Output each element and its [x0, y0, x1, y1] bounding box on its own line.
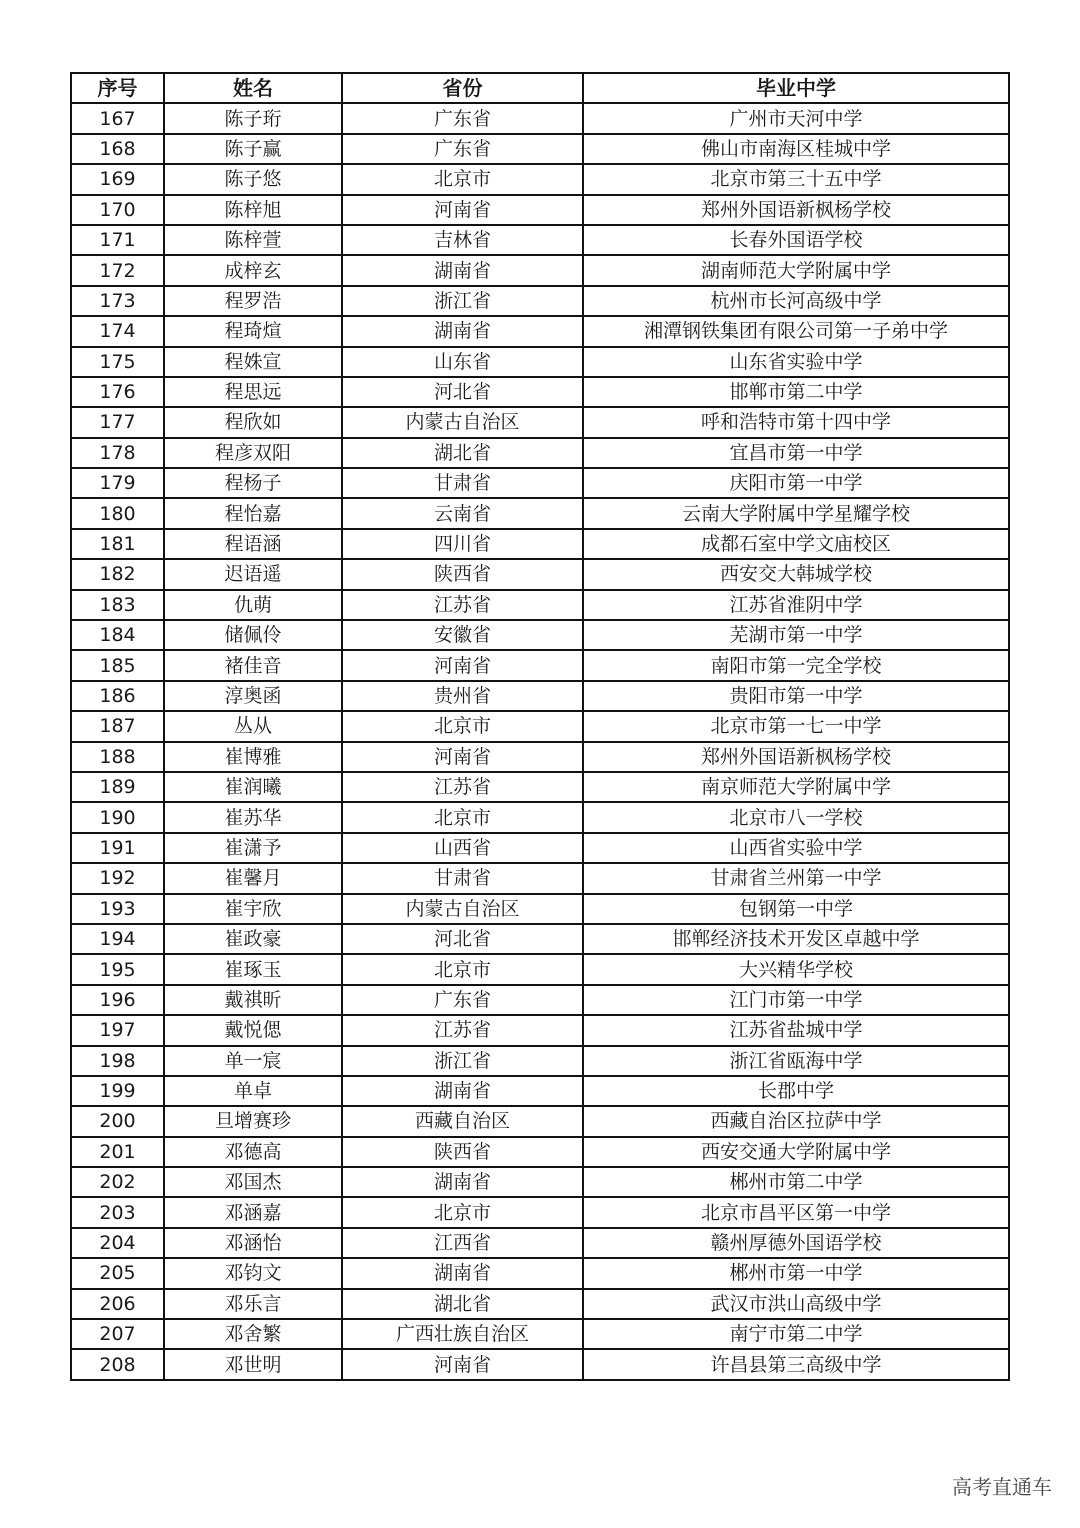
cell-name: 程语涵 [164, 529, 342, 559]
cell-school: 西安交通大学附属中学 [583, 1137, 1009, 1167]
table-row [71, 742, 1009, 772]
header-row [71, 73, 1009, 103]
cell-province: 安徽省 [342, 620, 583, 650]
cell-name: 成梓玄 [164, 255, 342, 285]
cell-school: 许昌县第三高级中学 [583, 1349, 1009, 1379]
cell-index: 181 [71, 529, 164, 559]
table-row [71, 1289, 1009, 1319]
cell-index: 186 [71, 681, 164, 711]
cell-province: 内蒙古自治区 [342, 407, 583, 437]
cell-name: 程姝宣 [164, 347, 342, 377]
cell-index: 171 [71, 225, 164, 255]
cell-index: 203 [71, 1197, 164, 1227]
cell-school: 庆阳市第一中学 [583, 468, 1009, 498]
cell-school: 长郡中学 [583, 1076, 1009, 1106]
table-row [71, 894, 1009, 924]
cell-school: 北京市第三十五中学 [583, 164, 1009, 194]
header-school: 毕业中学 [583, 73, 1009, 103]
table-row [71, 286, 1009, 316]
cell-index: 182 [71, 559, 164, 589]
cell-province: 浙江省 [342, 286, 583, 316]
table-row [71, 559, 1009, 589]
cell-name: 崔宇欣 [164, 894, 342, 924]
student-table [70, 72, 1010, 1381]
cell-index: 189 [71, 772, 164, 802]
header-province: 省份 [342, 73, 583, 103]
cell-school: 江苏省盐城中学 [583, 1015, 1009, 1045]
cell-province: 西藏自治区 [342, 1106, 583, 1136]
cell-index: 185 [71, 650, 164, 680]
cell-index: 187 [71, 711, 164, 741]
cell-index: 197 [71, 1015, 164, 1045]
table-row [71, 1015, 1009, 1045]
cell-index: 204 [71, 1228, 164, 1258]
table-row [71, 498, 1009, 528]
table-row [71, 620, 1009, 650]
cell-province: 河南省 [342, 650, 583, 680]
cell-index: 179 [71, 468, 164, 498]
cell-name: 丛从 [164, 711, 342, 741]
cell-name: 褚佳音 [164, 650, 342, 680]
cell-index: 178 [71, 438, 164, 468]
table-row [71, 468, 1009, 498]
cell-school: 浙江省瓯海中学 [583, 1046, 1009, 1076]
cell-province: 江西省 [342, 1228, 583, 1258]
cell-index: 192 [71, 863, 164, 893]
table-row [71, 438, 1009, 468]
cell-name: 迟语遥 [164, 559, 342, 589]
cell-school: 西藏自治区拉萨中学 [583, 1106, 1009, 1136]
cell-province: 江苏省 [342, 590, 583, 620]
cell-index: 205 [71, 1258, 164, 1288]
cell-school: 郴州市第二中学 [583, 1167, 1009, 1197]
cell-name: 邓涵怡 [164, 1228, 342, 1258]
cell-school: 南京师范大学附属中学 [583, 772, 1009, 802]
cell-name: 邓钧文 [164, 1258, 342, 1288]
cell-name: 邓世明 [164, 1349, 342, 1379]
cell-school: 西安交大韩城学校 [583, 559, 1009, 589]
table-row [71, 1349, 1009, 1379]
table-row [71, 802, 1009, 832]
table-row [71, 1228, 1009, 1258]
cell-school: 北京市八一学校 [583, 802, 1009, 832]
cell-index: 168 [71, 134, 164, 164]
table-row [71, 1046, 1009, 1076]
cell-province: 湖南省 [342, 316, 583, 346]
cell-index: 198 [71, 1046, 164, 1076]
cell-school: 邯郸市第二中学 [583, 377, 1009, 407]
table-row [71, 1106, 1009, 1136]
table-row [71, 255, 1009, 285]
cell-index: 208 [71, 1349, 164, 1379]
cell-name: 崔润曦 [164, 772, 342, 802]
cell-school: 贵阳市第一中学 [583, 681, 1009, 711]
table-row [71, 134, 1009, 164]
cell-index: 177 [71, 407, 164, 437]
table-row [71, 407, 1009, 437]
cell-index: 207 [71, 1319, 164, 1349]
cell-name: 崔博雅 [164, 742, 342, 772]
cell-name: 陈梓旭 [164, 195, 342, 225]
table-row [71, 711, 1009, 741]
table-row [71, 164, 1009, 194]
cell-province: 湖南省 [342, 255, 583, 285]
cell-index: 184 [71, 620, 164, 650]
cell-name: 程彦双阳 [164, 438, 342, 468]
cell-school: 南阳市第一完全学校 [583, 650, 1009, 680]
cell-school: 广州市天河中学 [583, 103, 1009, 133]
cell-school: 北京市第一七一中学 [583, 711, 1009, 741]
cell-name: 崔馨月 [164, 863, 342, 893]
cell-school: 江苏省淮阴中学 [583, 590, 1009, 620]
cell-name: 陈子赢 [164, 134, 342, 164]
cell-name: 崔琢玉 [164, 954, 342, 984]
cell-school: 大兴精华学校 [583, 954, 1009, 984]
cell-province: 河南省 [342, 195, 583, 225]
cell-name: 陈梓萱 [164, 225, 342, 255]
cell-province: 河南省 [342, 1349, 583, 1379]
cell-province: 湖北省 [342, 438, 583, 468]
cell-province: 山东省 [342, 347, 583, 377]
table-row [71, 103, 1009, 133]
cell-school: 郑州外国语新枫杨学校 [583, 195, 1009, 225]
cell-index: 195 [71, 954, 164, 984]
cell-province: 山西省 [342, 833, 583, 863]
header-name: 姓名 [164, 73, 342, 103]
cell-index: 191 [71, 833, 164, 863]
cell-index: 170 [71, 195, 164, 225]
table-row [71, 650, 1009, 680]
cell-province: 北京市 [342, 1197, 583, 1227]
table-row [71, 347, 1009, 377]
cell-index: 196 [71, 985, 164, 1015]
cell-province: 内蒙古自治区 [342, 894, 583, 924]
cell-name: 程思远 [164, 377, 342, 407]
table-row [71, 1167, 1009, 1197]
cell-index: 206 [71, 1289, 164, 1319]
cell-index: 194 [71, 924, 164, 954]
cell-school: 宜昌市第一中学 [583, 438, 1009, 468]
cell-province: 贵州省 [342, 681, 583, 711]
cell-province: 河北省 [342, 377, 583, 407]
cell-school: 包钢第一中学 [583, 894, 1009, 924]
table-row [71, 681, 1009, 711]
cell-province: 湖北省 [342, 1289, 583, 1319]
table-row [71, 316, 1009, 346]
cell-name: 仇萌 [164, 590, 342, 620]
cell-province: 广西壮族自治区 [342, 1319, 583, 1349]
cell-name: 陈子悠 [164, 164, 342, 194]
cell-school: 成都石室中学文庙校区 [583, 529, 1009, 559]
cell-province: 北京市 [342, 802, 583, 832]
cell-province: 湖南省 [342, 1167, 583, 1197]
cell-province: 陕西省 [342, 1137, 583, 1167]
table-row [71, 1137, 1009, 1167]
cell-name: 崔政豪 [164, 924, 342, 954]
cell-province: 浙江省 [342, 1046, 583, 1076]
cell-index: 175 [71, 347, 164, 377]
cell-name: 陈子珩 [164, 103, 342, 133]
cell-province: 广东省 [342, 103, 583, 133]
cell-index: 190 [71, 802, 164, 832]
table-row [71, 195, 1009, 225]
cell-name: 单一宸 [164, 1046, 342, 1076]
cell-school: 南宁市第二中学 [583, 1319, 1009, 1349]
cell-index: 193 [71, 894, 164, 924]
cell-school: 郑州外国语新枫杨学校 [583, 742, 1009, 772]
cell-name: 程欣如 [164, 407, 342, 437]
table-row [71, 1076, 1009, 1106]
cell-school: 甘肃省兰州第一中学 [583, 863, 1009, 893]
cell-name: 戴悦偲 [164, 1015, 342, 1045]
cell-province: 广东省 [342, 134, 583, 164]
cell-name: 邓涵嘉 [164, 1197, 342, 1227]
cell-name: 程琦煊 [164, 316, 342, 346]
cell-name: 邓乐言 [164, 1289, 342, 1319]
table-row [71, 590, 1009, 620]
cell-index: 201 [71, 1137, 164, 1167]
cell-province: 湖南省 [342, 1076, 583, 1106]
table-row [71, 772, 1009, 802]
header-index: 序号 [71, 73, 164, 103]
cell-school: 山东省实验中学 [583, 347, 1009, 377]
cell-school: 赣州厚德外国语学校 [583, 1228, 1009, 1258]
cell-name: 邓德高 [164, 1137, 342, 1167]
cell-school: 佛山市南海区桂城中学 [583, 134, 1009, 164]
cell-school: 湖南师范大学附属中学 [583, 255, 1009, 285]
cell-name: 崔潇予 [164, 833, 342, 863]
cell-index: 200 [71, 1106, 164, 1136]
table-row [71, 1319, 1009, 1349]
cell-index: 173 [71, 286, 164, 316]
cell-province: 北京市 [342, 164, 583, 194]
cell-index: 188 [71, 742, 164, 772]
cell-index: 199 [71, 1076, 164, 1106]
cell-province: 江苏省 [342, 772, 583, 802]
cell-name: 单卓 [164, 1076, 342, 1106]
cell-index: 172 [71, 255, 164, 285]
cell-name: 戴祺昕 [164, 985, 342, 1015]
cell-province: 陕西省 [342, 559, 583, 589]
cell-school: 北京市昌平区第一中学 [583, 1197, 1009, 1227]
cell-school: 呼和浩特市第十四中学 [583, 407, 1009, 437]
cell-province: 湖南省 [342, 1258, 583, 1288]
cell-name: 储佩伶 [164, 620, 342, 650]
cell-province: 河北省 [342, 924, 583, 954]
cell-index: 174 [71, 316, 164, 346]
table-row [71, 985, 1009, 1015]
cell-province: 河南省 [342, 742, 583, 772]
cell-school: 湘潭钢铁集团有限公司第一子弟中学 [583, 316, 1009, 346]
cell-school: 郴州市第一中学 [583, 1258, 1009, 1288]
cell-province: 云南省 [342, 498, 583, 528]
watermark: 高考直通车 [952, 1475, 1052, 1499]
table-row [71, 954, 1009, 984]
table-row [71, 377, 1009, 407]
cell-school: 长春外国语学校 [583, 225, 1009, 255]
table-row [71, 833, 1009, 863]
cell-index: 180 [71, 498, 164, 528]
cell-province: 北京市 [342, 711, 583, 741]
cell-index: 176 [71, 377, 164, 407]
table-row [71, 1197, 1009, 1227]
cell-school: 邯郸经济技术开发区卓越中学 [583, 924, 1009, 954]
cell-name: 程怡嘉 [164, 498, 342, 528]
cell-province: 广东省 [342, 985, 583, 1015]
cell-index: 167 [71, 103, 164, 133]
table-row [71, 924, 1009, 954]
cell-name: 邓国杰 [164, 1167, 342, 1197]
cell-province: 吉林省 [342, 225, 583, 255]
table-row [71, 529, 1009, 559]
cell-province: 甘肃省 [342, 468, 583, 498]
cell-province: 四川省 [342, 529, 583, 559]
table-row [71, 225, 1009, 255]
cell-school: 云南大学附属中学星耀学校 [583, 498, 1009, 528]
cell-name: 程罗浩 [164, 286, 342, 316]
cell-province: 北京市 [342, 954, 583, 984]
cell-name: 淳奥函 [164, 681, 342, 711]
cell-name: 邓舍繁 [164, 1319, 342, 1349]
table-row [71, 1258, 1009, 1288]
cell-index: 183 [71, 590, 164, 620]
cell-school: 杭州市长河高级中学 [583, 286, 1009, 316]
cell-school: 山西省实验中学 [583, 833, 1009, 863]
cell-province: 江苏省 [342, 1015, 583, 1045]
cell-school: 芜湖市第一中学 [583, 620, 1009, 650]
cell-school: 江门市第一中学 [583, 985, 1009, 1015]
table-row [71, 863, 1009, 893]
cell-province: 甘肃省 [342, 863, 583, 893]
cell-name: 崔苏华 [164, 802, 342, 832]
cell-index: 169 [71, 164, 164, 194]
cell-school: 武汉市洪山高级中学 [583, 1289, 1009, 1319]
cell-index: 202 [71, 1167, 164, 1197]
cell-name: 程杨子 [164, 468, 342, 498]
cell-name: 旦增赛珍 [164, 1106, 342, 1136]
